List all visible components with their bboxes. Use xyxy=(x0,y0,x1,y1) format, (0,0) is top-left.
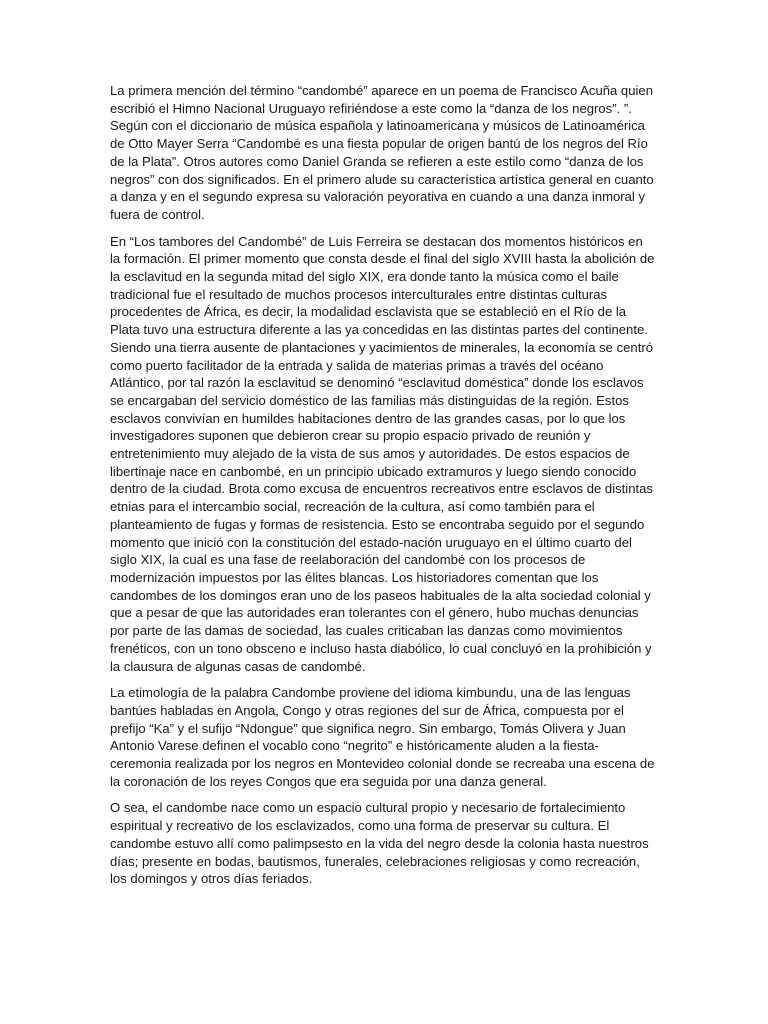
paragraph-conclusion: O sea, el candombe nace como un espacio cultural propio y necesario de fortalecimiento espiritual y recreativo de los esclavizados, como una forma de preservar su cultura. El candombe estuvo allí como palimpsesto en la vida del negro desde la colonia hasta nuestros días; presente en bodas, bautismos, funerales, celebraciones religiosas y como recreación, los domingos y otros días feriados. xyxy=(110,800,649,887)
paragraph-etymology: La etimología de la palabra Candombe proviene del idioma kimbundu, una de las lenguas bantúes habladas en Angola, Congo y otras regiones del sur de África, compuesta por el prefijo “Ka” y el sufijo “Ndongue” que significa negro. Sin embargo, Tomás Olivera y Juan Antonio Varese definen el vocablo cono “negrito” e históricamente aluden a la fiesta-ceremonia realizada por los negros en Montevideo colonial donde se recreaba una escena de la coronación de los reyes Congos que era seguida por una danza general. xyxy=(110,685,655,789)
document-body xyxy=(110,82,655,897)
paragraph-historical-moments: En “Los tambores del Candombé” de Luis Ferreira se destacan dos momentos históricos en la formación. El primer momento que consta desde el final del siglo XVIII hasta la abolición de la esclavitud en la segunda mitad del siglo XIX, era donde tanto la música como el baile tradicional fue el resultado de muchos procesos interculturales entre distintas culturas procedentes de África, es decir, la modalidad esclavista que se estableció en el Río de la Plata tuvo una estructura diferente a las ya concedidas en las distintas partes del continente. Siendo una tierra ausente de plantaciones y yacimientos de minerales, la economía se centró como puerto facilitador de la entrada y salida de materias primas a través del océano Atlántico, por tal razón la esclavitud se denominó “esclavitud doméstica” donde los esclavos se encargaban del servicio doméstico de las familias más distinguidas de la región. Estos esclavos convivían en humildes habitaciones dentro de las grandes casas, por lo que los investigadores suponen que debieron crear su propio espacio privado de reunión y entretenimiento muy alejado de la vista de sus amos y autoridades. De estos espacios de libertinaje nace en canbombé, en un principio ubicado extramuros y luego siendo conocido dentro de la ciudad. Brota como excusa de encuentros recreativos entre esclavos de distintas etnias para el intercambio social, recreación de la cultura, así como también para el planteamiento de fugas y formas de resistencia. Esto se encontraba seguido por el segundo momento que inició con la constitución del estado-nación uruguayo en el último cuarto del siglo XIX, la cual es una fase de reelaboración del candombé con los procesos de modernización impuestos por las élites blancas. Los historiadores comentan que los candombes de los domingos eran uno de los paseos habituales de la alta sociedad colonial y que a pesar de que las autoridades eran tolerantes con el género, hubo muchas denuncias por parte de las damas de sociedad, las cuales criticaban las danzas como movimientos frenéticos, con un tono obsceno e incluso hasta diabólico, lo cual concluyó en la prohibición y la clausura de algunas casas de candombé. xyxy=(110,233,655,674)
paragraph-candombe-first-mention: La primera mención del término “candombé” aparece en un poema de Francisco Acuña quien escribió el Himno Nacional Uruguayo refiriéndose a este como la “danza de los negros”. ”. Según con el diccionario de música española y latinoamericana y músicos de Latinoamérica de Otto Mayer Serra “Candombé es una fiesta popular de origen bantú de los negros del Río de la Plata”. Otros autores como Daniel Granda se refieren a este estilo como “danza de los negros” con dos significados. En el primero alude su característica artística general en cuanto a danza y en el segundo expresa su valoración peyorativa en cuando a una danza inmoral y fuera de control. xyxy=(110,83,654,222)
